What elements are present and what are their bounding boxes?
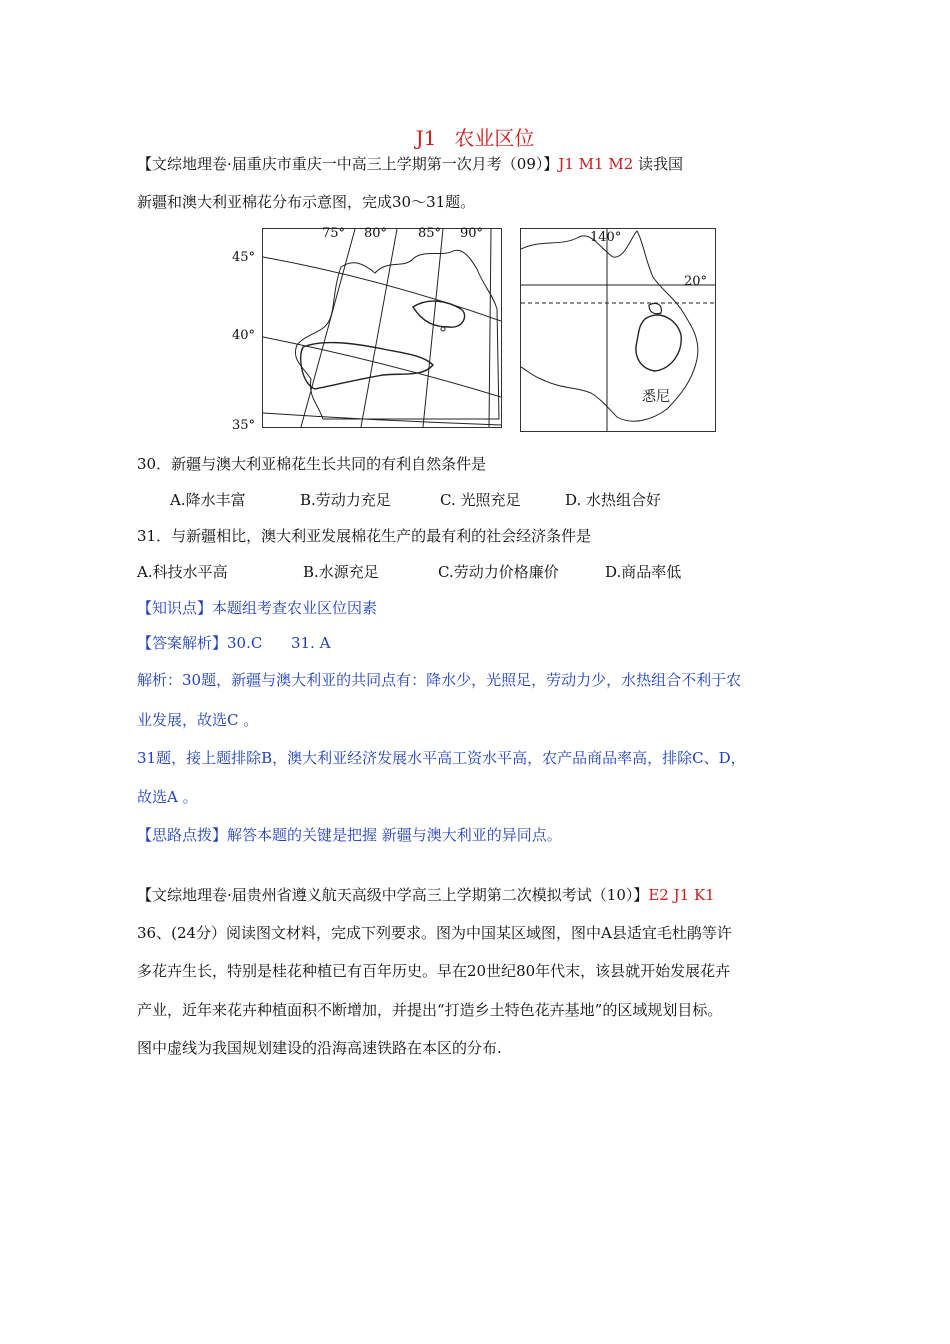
q1-intro-line: 新疆和澳大利亚棉花分布示意图，完成30～31题。 [137,193,476,211]
answer-key: 【答案解析】30.C 31. A [137,634,331,652]
q36-line-1: 36、(24分）阅读图文材料，完成下列要求。图为中国某区域图，图中A县适宜毛杜鹃等许 [137,924,732,942]
thinking-hint: 【思路点拨】解答本题的关键是把握 新疆与澳大利亚的异同点。 [137,826,562,844]
analysis-line-3: 31题，接上题排除B，澳大利亚经济发展水平高工资水平高，农产品商品率高，排除C、D， [137,749,746,767]
analysis-line-2: 业发展，故选C 。 [137,711,259,729]
q36-line-2: 多花卉生长，特别是桂花种植已有百年历史。早在20世纪80年代末，该县就开始发展花卉 [137,962,731,980]
cotton-area-north [413,301,465,327]
australia-map [520,228,716,432]
q30-stem: 30．新疆与澳大利亚棉花生长共同的有利自然条件是 [137,455,487,473]
q1-source-line [137,153,827,175]
q1-intro-a: 读我国 [638,155,684,173]
q31-option-b: B.水源充足 [303,563,379,581]
lon-line-80 [361,229,397,427]
q30-options [170,489,860,511]
map-dot [441,327,445,331]
lon-label-75: 75° [322,226,346,241]
q2-tags: E2 J1 K1 [648,886,715,904]
lat-line-40 [263,337,501,397]
analysis-line-4: 故选A 。 [137,788,198,806]
lon-label-140: 140° [590,230,622,245]
q31-option-a: A.科技水平高 [137,563,228,581]
lon-line-75 [301,229,355,427]
australia-map-svg [521,229,715,431]
xinjiang-map-svg [263,229,501,427]
q31-stem: 31．与新疆相比，澳大利亚发展棉花生产的最有利的社会经济条件是 [137,527,592,545]
lat-label-35: 35° [232,418,256,433]
q36-line-3: 产业，近年来花卉种植面积不断增加，并提出“打造乡土特色花卉基地”的区域规划目标。 [137,1001,723,1019]
knowledge-point: 【知识点】本题组考查农业区位因素 [137,599,378,617]
cotton-area-east [636,315,681,371]
q36-line-4: 图中虚线为我国规划建设的沿海高速铁路在本区的分布. [137,1039,502,1057]
analysis-line-1: 解析：30题，新疆与澳大利亚的共同点有：降水少，光照足，劳动力少，水热组合不利于农 [137,671,742,689]
q31-option-d: D.商品率低 [605,563,682,581]
lat-label-45: 45° [232,250,256,265]
xinjiang-map [262,228,502,428]
q31-options [137,561,827,583]
q2-source: 【文综地理卷·届贵州省遵义航天高级中学高三上学期第二次模拟考试（10）】 [137,886,649,904]
q30-option-a: A.降水丰富 [170,491,246,509]
title-text: 农业区位 [454,126,535,150]
q31-option-c: C.劳动力价格廉价 [438,563,559,581]
lon-label-80: 80° [364,226,388,241]
lon-line-85 [423,229,443,427]
q30-option-b: B.劳动力充足 [300,491,391,509]
title-code: J1 [415,126,437,150]
cotton-area-small [649,303,661,313]
cotton-maps-figure [230,228,720,433]
lon-label-85: 85° [418,226,442,241]
lon-label-90: 90° [460,226,484,241]
page-title [0,122,950,151]
australia-coast [521,231,698,421]
q2-source-line [137,884,827,906]
q30-option-c: C. 光照充足 [440,491,521,509]
lon-line-90 [489,229,491,427]
city-label-sydney: 悉尼 [642,389,670,405]
lat-label-40: 40° [232,328,256,343]
q30-option-d: D. 水热组合好 [565,491,662,509]
q1-tags: J1 M1 M2 [558,155,634,173]
lat-label-20: 20° [684,274,708,289]
q1-source: 【文综地理卷·届重庆市重庆一中高三上学期第一次月考（09）】 [137,155,559,173]
